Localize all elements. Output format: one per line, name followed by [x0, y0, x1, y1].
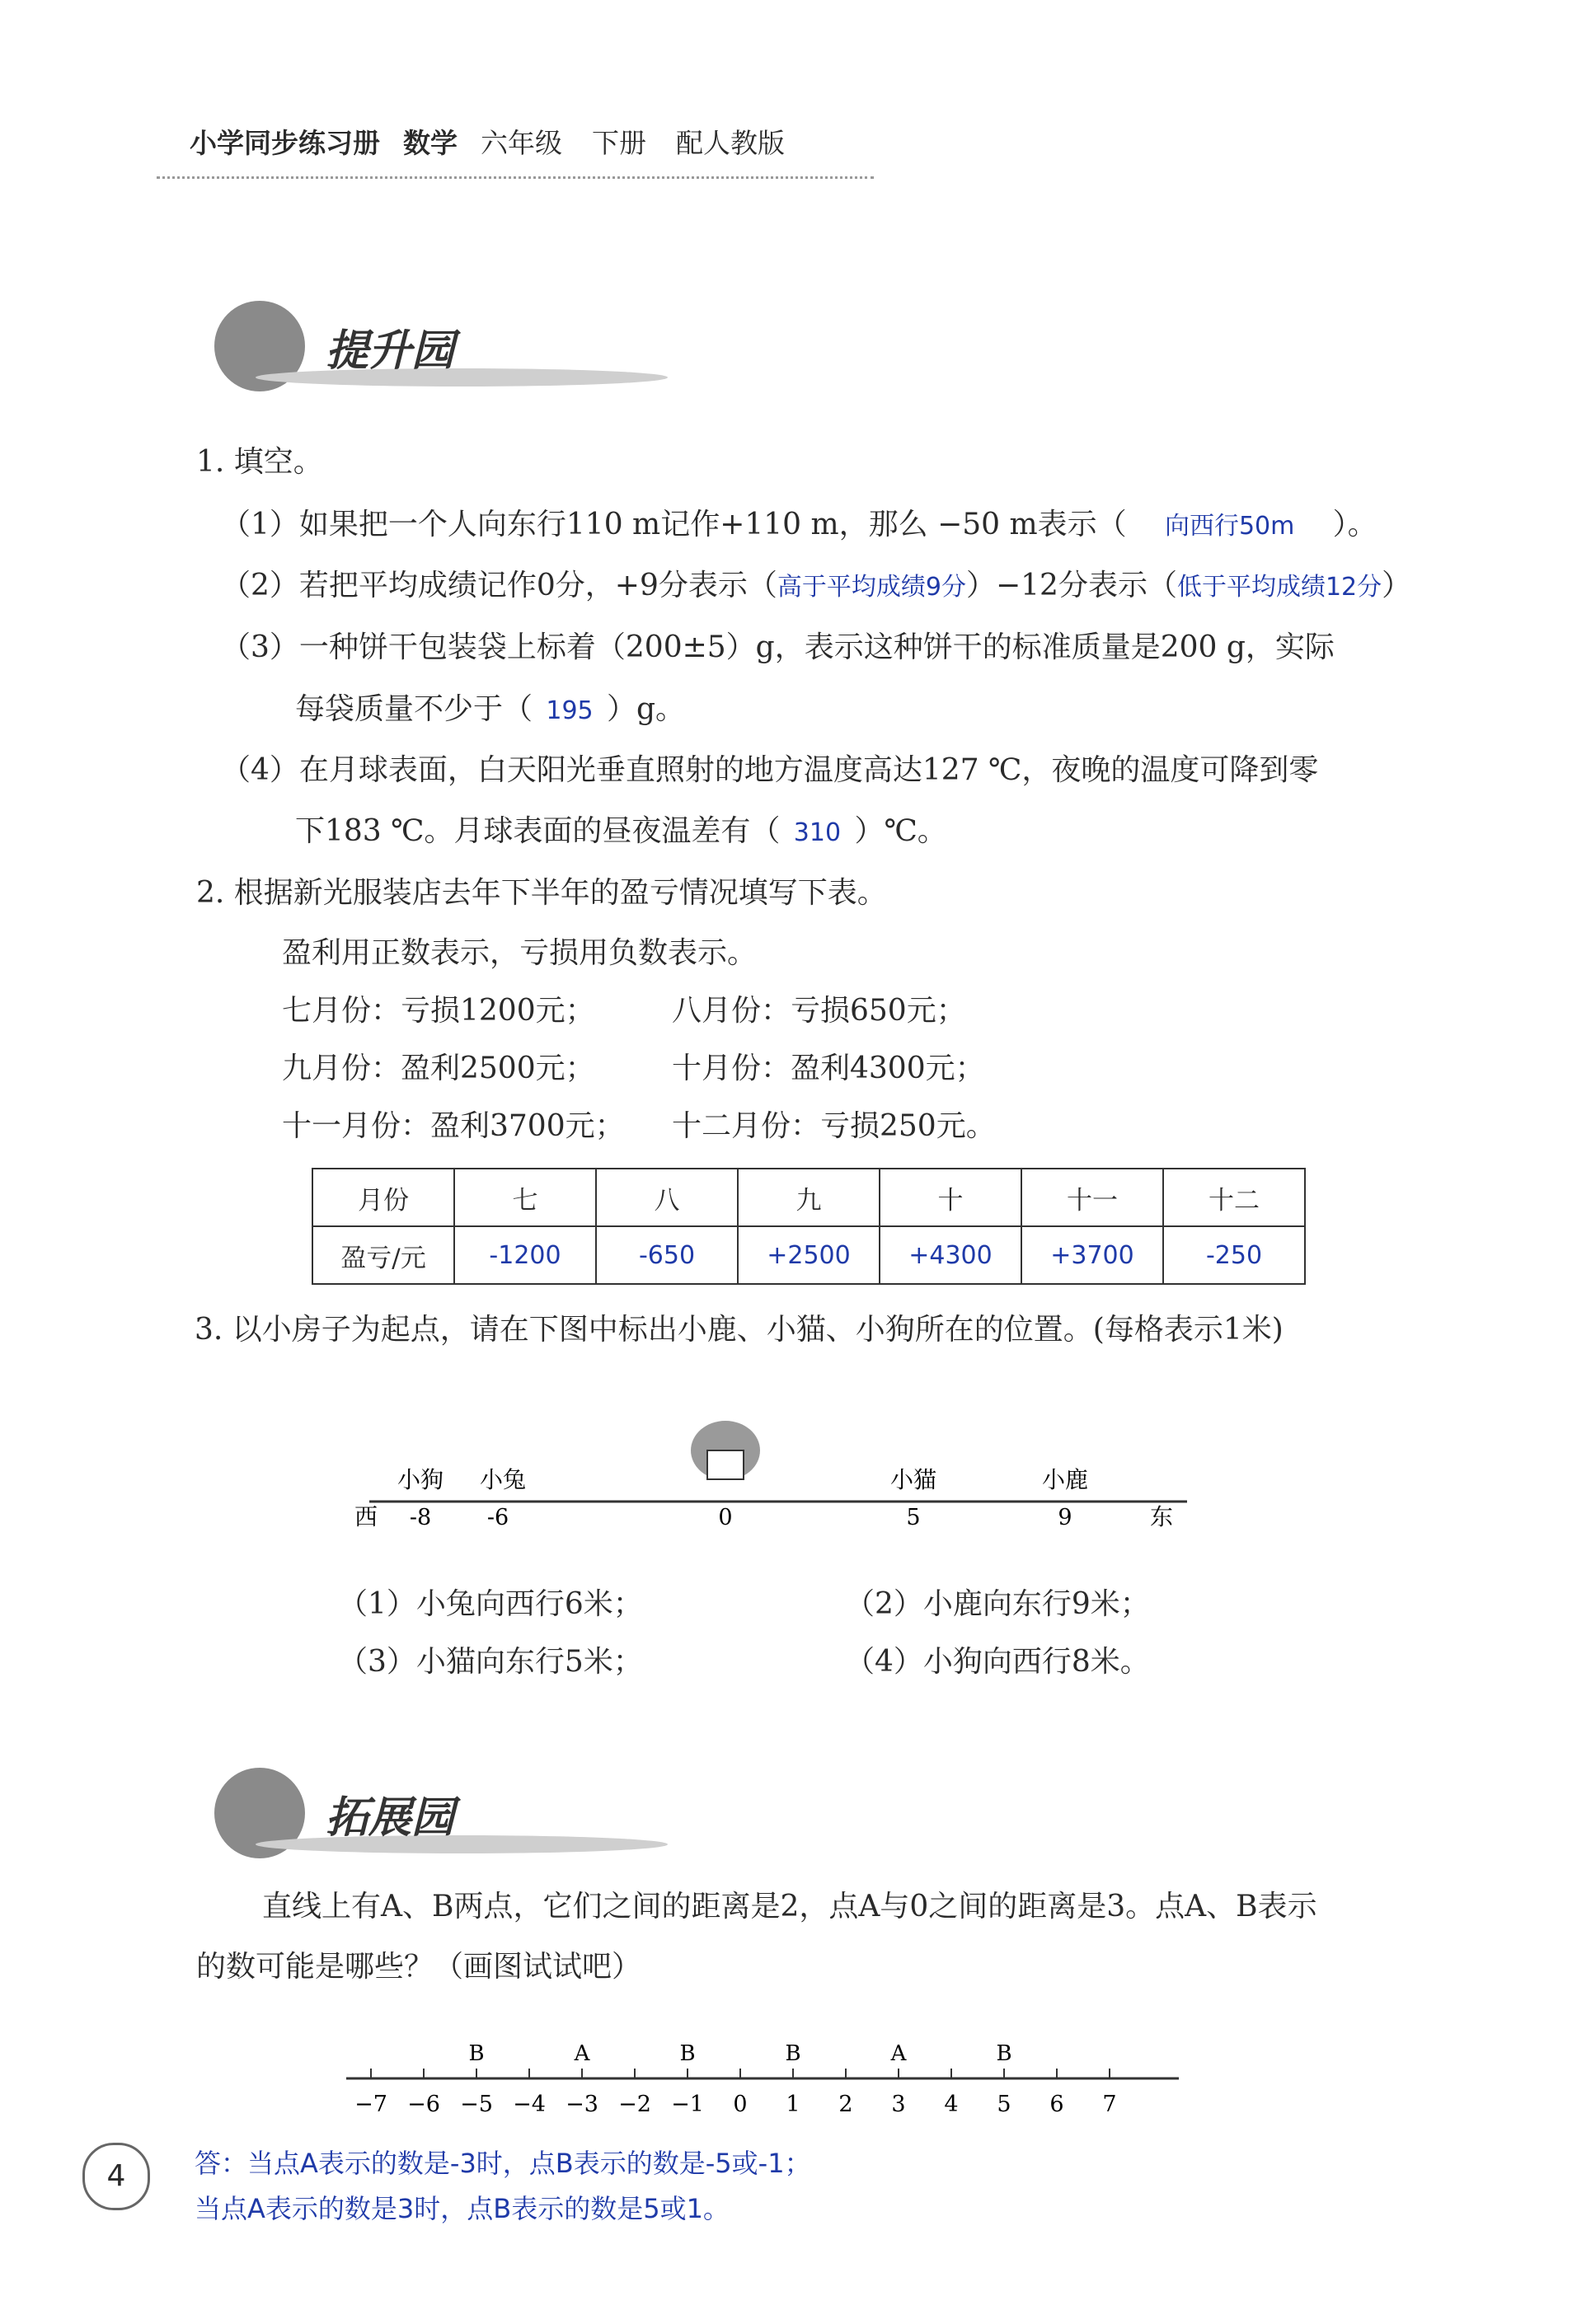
table-cell: 月份: [312, 1169, 454, 1226]
q1-part1: [221, 501, 1377, 543]
answer: 高于平均成绩9分: [777, 573, 966, 602]
q1-text: （4）在月球表面，白天阳光垂直照射的地方温度高达127 ℃，夜晚的温度可降到零: [221, 753, 1319, 787]
section-title: 拓展园: [326, 1792, 455, 1843]
q1-text: ）。: [1332, 508, 1377, 541]
deer-label: 小鹿: [1041, 1466, 1089, 1493]
answer-cell: -1200: [454, 1226, 596, 1284]
q2-item: 十一月份：盈利3700元；: [282, 1109, 625, 1143]
tick-label: 6: [1049, 2092, 1064, 2117]
page-number: 4: [82, 2143, 150, 2210]
section-banner-tuozhanyuan: [190, 1768, 816, 1858]
answer-cell: +4300: [880, 1226, 1021, 1284]
east-label: 东: [1150, 1503, 1174, 1530]
q2-item: 九月份：盈利2500元；: [282, 1052, 595, 1085]
section-title: 提升园: [326, 326, 455, 376]
point-label: B: [785, 2041, 801, 2066]
table-cell: 十一: [1021, 1169, 1163, 1226]
tick-label: 5: [906, 1505, 921, 1530]
section-banner-tishengyuan: [190, 301, 816, 391]
point-label: A: [574, 2041, 590, 2066]
q3-title: 3. 以小房子为起点，请在下图中标出小鹿、小猫、小狗所在的位置。(每格表示1米): [195, 1313, 1284, 1347]
profit-table: [312, 1168, 1306, 1285]
west-label: 西: [354, 1503, 378, 1530]
q1-text: （2）若把平均成绩记作0分，+9分表示（: [221, 569, 777, 602]
q1-text: 每袋质量不少于（: [295, 692, 533, 726]
tick-label: 0: [733, 2092, 748, 2117]
q3-item: （4）小狗向西行8米。: [845, 1645, 1150, 1679]
answer: 低于平均成绩12分: [1176, 573, 1382, 602]
house-number-line: [346, 1401, 1212, 1549]
tick-label: 1: [786, 2092, 800, 2117]
q1-text: （1）如果把一个人向东行110 m记作+110 m，那么 −50 m表示（: [221, 508, 1127, 541]
tick-label: 7: [1102, 2092, 1117, 2117]
q3-item: （1）小兔向西行6米；: [338, 1587, 643, 1621]
q3-item: （2）小鹿向东行9米；: [845, 1587, 1150, 1621]
tick-label: −5: [460, 2092, 493, 2117]
tick-label: 2: [838, 2092, 853, 2117]
tick-label: −1: [671, 2092, 704, 2117]
tick-label: 5: [997, 2092, 1011, 2117]
ext-text: 直线上有A、B两点，它们之间的距离是2，点A与0之间的距离是3。点A、B表示: [262, 1890, 1317, 1923]
answer-cell: +2500: [738, 1226, 880, 1284]
table-cell: 七: [454, 1169, 596, 1226]
ext-text: 的数可能是哪些？（画图试试吧）: [196, 1950, 642, 1984]
point-label: B: [996, 2041, 1012, 2066]
q1-part3b: [295, 686, 685, 728]
tick-label: 9: [1058, 1505, 1072, 1530]
dog-label: 小狗: [397, 1466, 444, 1493]
table-cell: 八: [596, 1169, 738, 1226]
point-label: B: [679, 2041, 696, 2066]
header-rule: [157, 176, 874, 179]
q1-text: ）: [1382, 569, 1412, 602]
table-cell: 盈亏/元: [312, 1226, 454, 1284]
book-title: 小学同步练习册: [190, 127, 380, 159]
answer-cell: +3700: [1021, 1226, 1163, 1284]
subject: 数学: [403, 127, 458, 159]
q1-text: ）℃。: [854, 814, 947, 848]
q2-item: 十二月份：亏损250元。: [672, 1109, 996, 1143]
table-cell: 十二: [1163, 1169, 1305, 1226]
answer-line: 当点A表示的数是3时，点B表示的数是5或1。: [195, 2193, 730, 2224]
answer-line: 答：当点A表示的数是-3时，点B表示的数是-5或-1；: [195, 2148, 811, 2179]
answer: 向西行50m: [1164, 512, 1295, 541]
point-label: A: [890, 2041, 907, 2066]
house-icon: [691, 1421, 760, 1480]
tick-label: −3: [566, 2092, 598, 2117]
q2-item: 十月份：盈利4300元；: [672, 1052, 985, 1085]
q1-title: 1. 填空。: [196, 445, 323, 479]
q2-note: 盈利用正数表示，亏损用负数表示。: [282, 936, 758, 970]
cat-label: 小猫: [889, 1466, 937, 1493]
tick-label: -8: [409, 1505, 432, 1530]
tick-label: -6: [486, 1505, 509, 1530]
table-cell: 十: [880, 1169, 1021, 1226]
tick-label: −7: [354, 2092, 387, 2117]
rabbit-label: 小兔: [479, 1466, 527, 1493]
q1-part4b: [295, 808, 947, 850]
tick-label: 4: [944, 2092, 959, 2117]
answer: 310: [793, 818, 842, 847]
term: 下册: [592, 127, 646, 159]
tick-label: −2: [618, 2092, 651, 2117]
answer-cell: -250: [1163, 1226, 1305, 1284]
q2-item: 八月份：亏损650元；: [672, 994, 966, 1028]
q2-item: 七月份：亏损1200元；: [282, 994, 595, 1028]
q2-title: 2. 根据新光服装店去年下半年的盈亏情况填写下表。: [196, 876, 887, 910]
answer-cell: -650: [596, 1226, 738, 1284]
table-cell: 九: [738, 1169, 880, 1226]
grade: 六年级: [481, 127, 562, 159]
tick-label: 3: [891, 2092, 906, 2117]
answer: 195: [546, 696, 594, 725]
q1-part2: [221, 562, 1411, 604]
point-label: B: [468, 2041, 485, 2066]
tick-label: 0: [718, 1505, 733, 1530]
edition: 配人教版: [676, 127, 785, 159]
q3-item: （3）小猫向东行5米；: [338, 1645, 643, 1679]
q1-text: ）g。: [607, 692, 686, 726]
page-header: [190, 122, 814, 161]
q1-text: （3）一种饼干包装袋上标着（200±5）g，表示这种饼干的标准质量是200 g，实际: [221, 630, 1335, 664]
q1-text: ）−12分表示（: [965, 569, 1177, 602]
tick-label: −6: [407, 2092, 440, 2117]
ab-number-line: [338, 2036, 1195, 2126]
q1-text: 下183 ℃。月球表面的昼夜温差有（: [295, 814, 781, 848]
tick-label: −4: [513, 2092, 546, 2117]
